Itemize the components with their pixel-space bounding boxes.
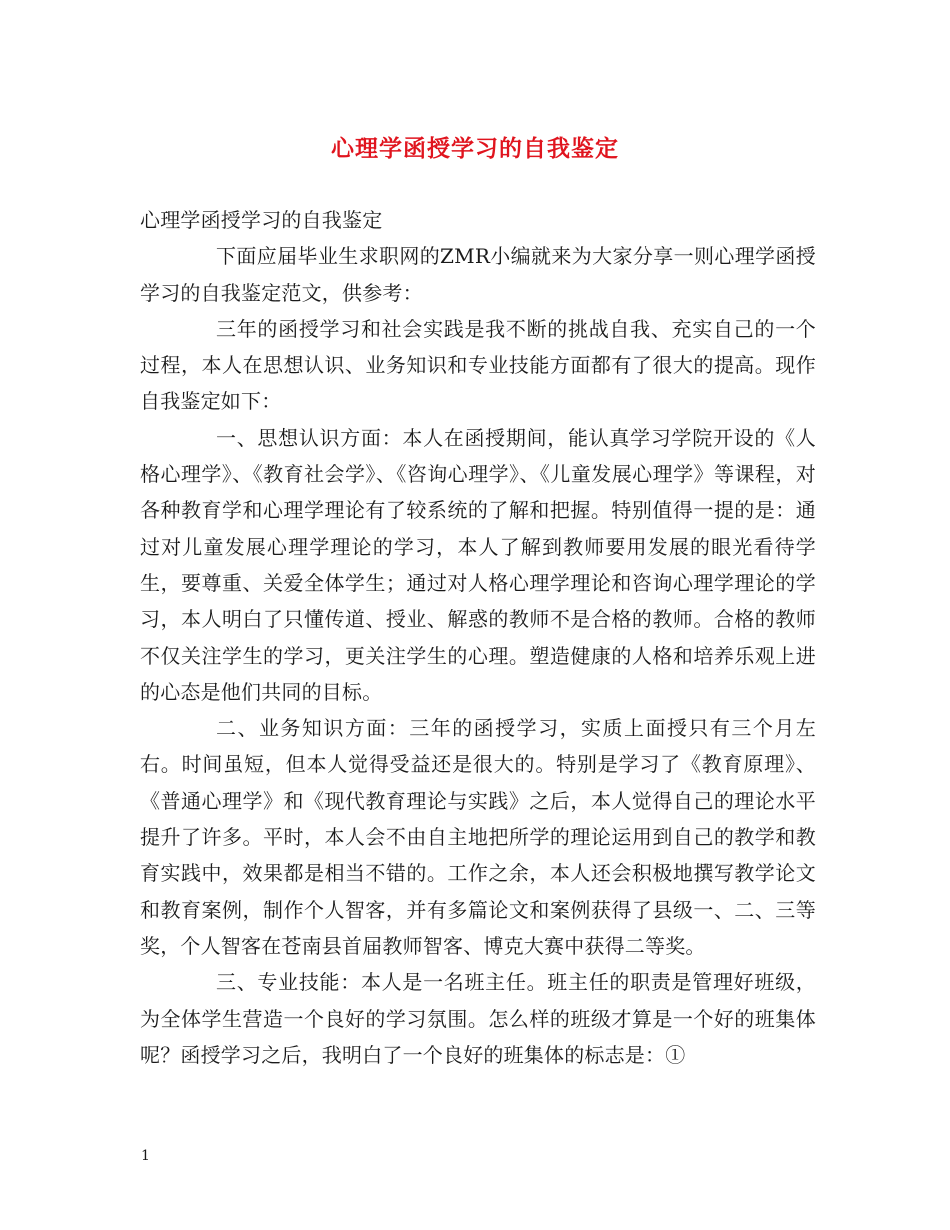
document-subtitle: 心理学函授学习的自我鉴定 xyxy=(140,208,383,232)
document-title: 心理学函授学习的自我鉴定 xyxy=(331,135,619,162)
document-body xyxy=(140,202,816,1073)
paragraph-thought: 一、思想认识方面：本人在函授期间，能认真学习学院开设的《人格心理学》、《教育社会学》、《咨询心理学》、《儿童发展心理学》等课程，对各种教育学和心理学理论有了较系统的了解和把握。特别值得一提的是：通过对儿童发展心理学理论的学习，本人了解到教师要用发展的眼光看待学生，要尊重、关爱全体学生；通过对人格心理学理论和咨询心理学理论的学习，本人明白了只懂传道、授业、解惑的教师不是合格的教师。合格的教师不仅关注学生的学习，更关注学生的心理。塑造健康的人格和培养乐观上进的心态是他们共同的目标。 xyxy=(140,425,816,704)
page-number: 1 xyxy=(141,1148,150,1164)
paragraph-intro: 下面应届毕业生求职网的ZMR小编就来为大家分享一则心理学函授学习的自我鉴定范文，供参考： xyxy=(140,244,816,305)
paragraph-knowledge: 二、业务知识方面：三年的函授学习，实质上面授只有三个月左右。时间虽短，但本人觉得受益还是很大的。特别是学习了《教育原理》、《普通心理学》和《现代教育理论与实践》之后，本人觉得自己的理论水平提升了许多。平时，本人会不由自主地把所学的理论运用到自己的教学和教育实践中，效果都是相当不错的。工作之余，本人还会积极地撰写教学论文和教育案例，制作个人智客，并有多篇论文和案例获得了县级一、二、三等奖，个人智客在苍南县首届教师智客、博克大赛中获得二等奖。 xyxy=(140,716,816,958)
paragraph-overview: 三年的函授学习和社会实践是我不断的挑战自我、充实自己的一个过程，本人在思想认识、业务知识和专业技能方面都有了很大的提高。现作自我鉴定如下： xyxy=(140,316,816,414)
paragraph-skills: 三、专业技能：本人是一名班主任。班主任的职责是管理好班级，为全体学生营造一个良好的学习氛围。怎么样的班级才算是一个好的班集体呢？函授学习之后，我明白了一个良好的班集体的标志是：① xyxy=(140,970,816,1067)
